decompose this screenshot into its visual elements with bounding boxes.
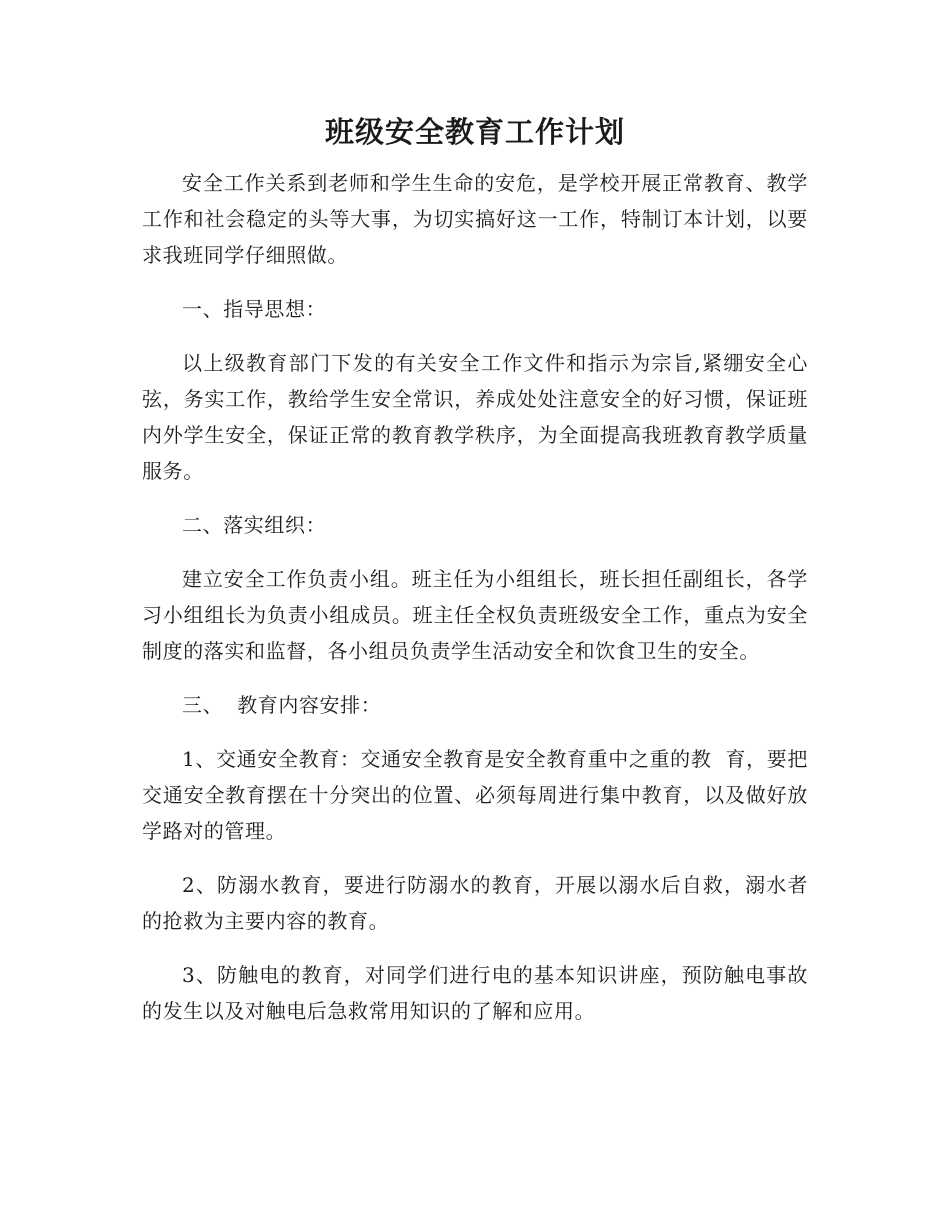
section-heading-guiding-thought: 一、指导思想： — [182, 297, 327, 321]
traffic-safety-paragraph: 1、交通安全教育：交通安全教育是安全教育重中之重的教 育，要把交通安全教育摆在十分突出的位置、必须每周进行集中教育，以及做好放学路对的管理。 — [142, 747, 808, 843]
document-body — [142, 165, 808, 1047]
organization-paragraph: 建立安全工作负责小组。班主任为小组组长，班长担任副组长，各学习小组组长为负责小组成员。班主任全权负责班级安全工作，重点为安全制度的落实和监督，各小组员负责学生活动安全和饮食卫生的安全。 — [142, 567, 808, 663]
section-heading-education-content: 三、 教育内容安排： — [182, 693, 382, 717]
guiding-thought-paragraph: 以上级教育部门下发的有关安全工作文件和指示为宗旨,紧绷安全心弦，务实工作，教给学生安全常识，养成处处注意安全的好习惯，保证班内外学生安全，保证正常的教育教学秩序，为全面提高我班教育教学质量服务。 — [142, 351, 808, 483]
section-heading-organization: 二、落实组织： — [182, 513, 327, 537]
intro-paragraph: 安全工作关系到老师和学生生命的安危，是学校开展正常教育、教学工作和社会稳定的头等大事，为切实搞好这一工作，特制订本计划，以要求我班同学仔细照做。 — [142, 171, 808, 267]
electric-shock-prevention-paragraph: 3、防触电的教育，对同学们进行电的基本知识讲座，预防触电事故的发生以及对触电后急救常用知识的了解和应用。 — [142, 963, 808, 1023]
document-title: 班级安全教育工作计划 — [324, 115, 625, 149]
drowning-prevention-paragraph: 2、防溺水教育，要进行防溺水的教育，开展以溺水后自救，溺水者的抢救为主要内容的教育。 — [142, 873, 808, 933]
